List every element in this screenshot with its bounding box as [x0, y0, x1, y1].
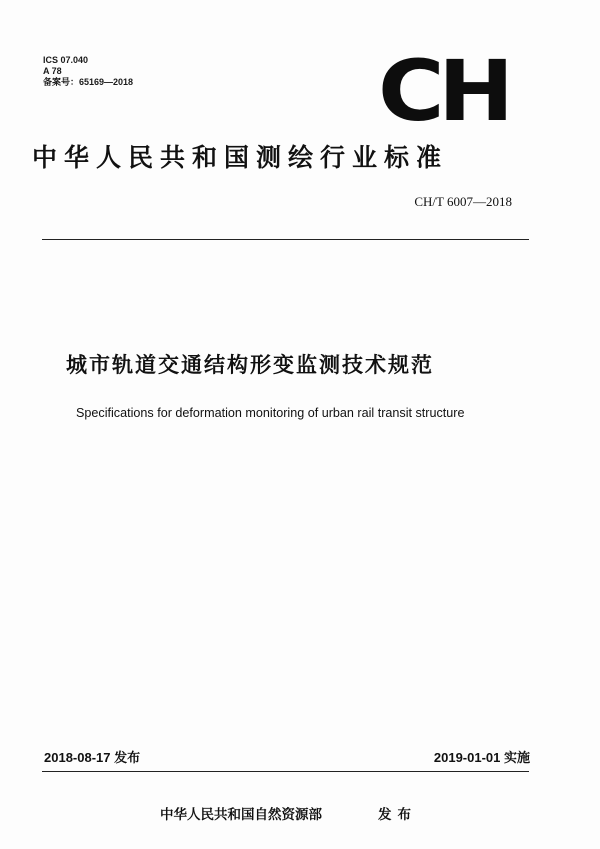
- ch-logo: CH: [378, 42, 508, 140]
- class-code: A 78: [43, 66, 62, 76]
- record-number: 备案号：65169—2018: [43, 77, 134, 87]
- implementation-date: 2019-01-01 实施: [433, 750, 530, 765]
- issue-date: 2018-08-17 发布: [44, 750, 141, 765]
- document-title: 城市轨道交通结构形变监测技术规范: [66, 353, 434, 377]
- standard-code: CH/T 6007—2018: [414, 194, 512, 209]
- publisher-name: 中华人民共和国自然资源部: [160, 807, 322, 823]
- publish-label: 发布: [378, 807, 417, 823]
- bottom-divider: [42, 771, 529, 772]
- standard-title: 中华人民共和国测绘行业标准: [32, 143, 449, 172]
- ics-code: ICS 07.040: [43, 55, 89, 65]
- document-title-english: Specifications for deformation monitoring of urban rail transit structure: [76, 406, 465, 420]
- classification-block: [43, 55, 133, 88]
- top-divider: [42, 239, 529, 240]
